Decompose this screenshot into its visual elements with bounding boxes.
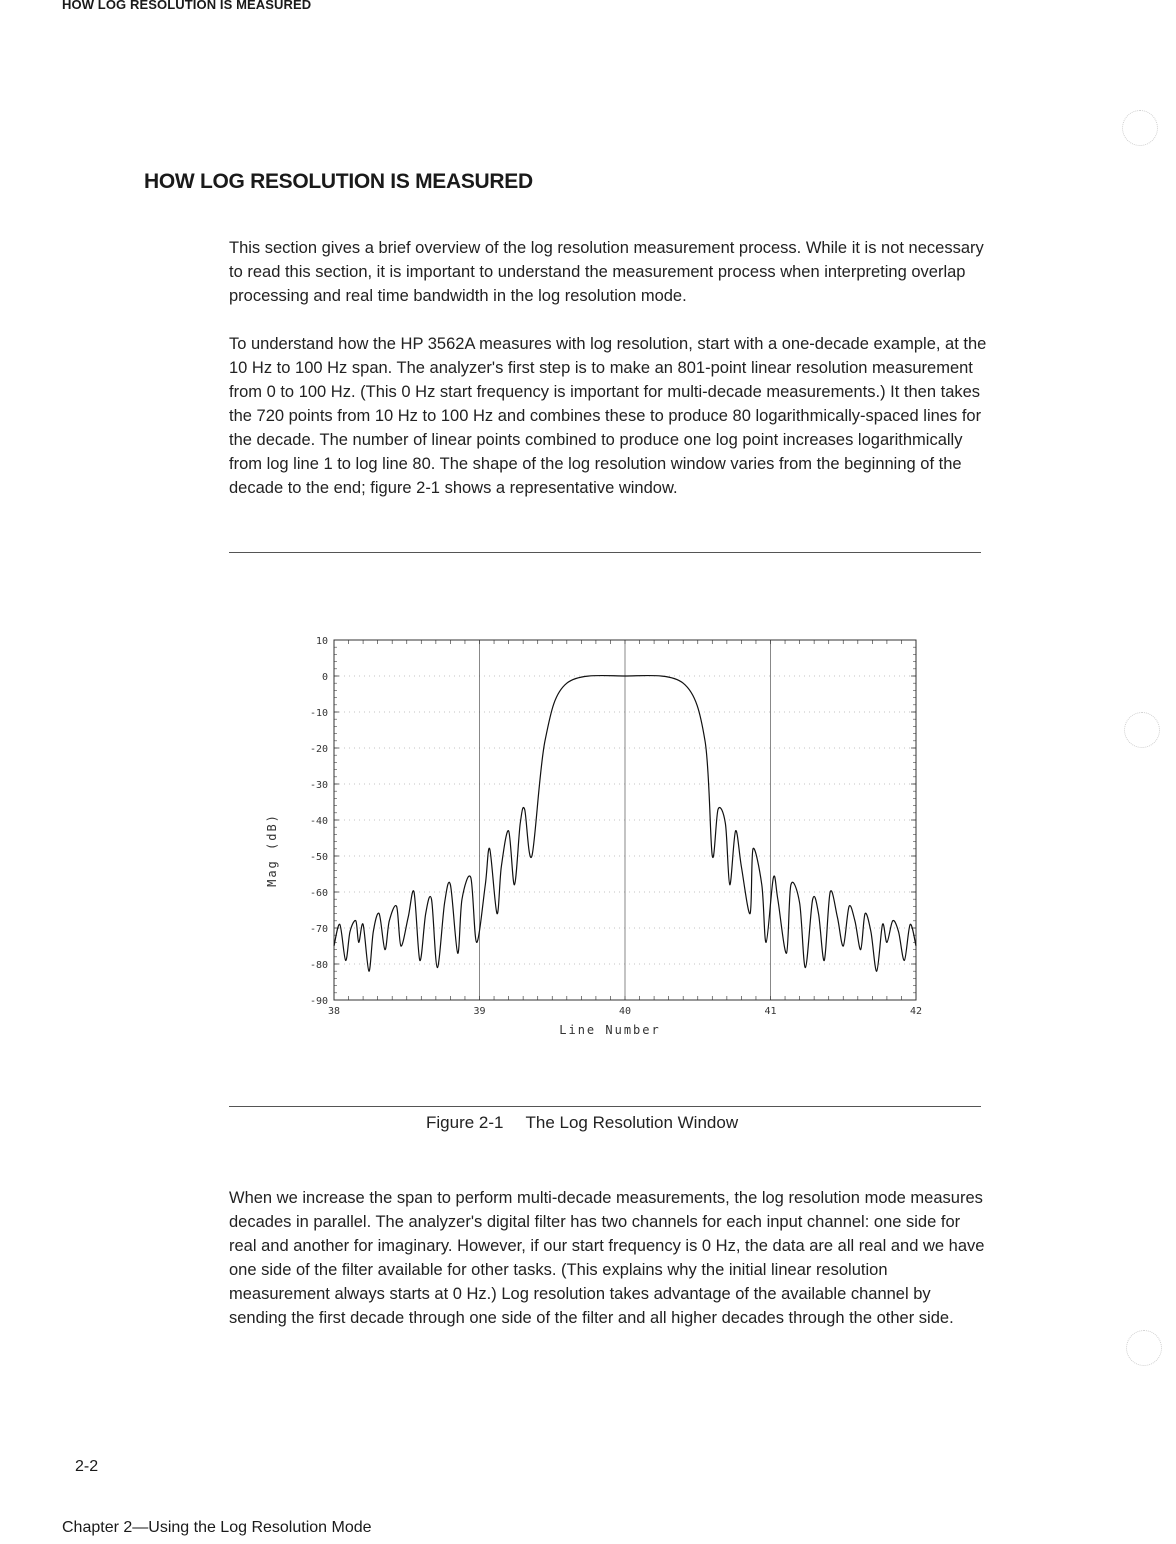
- log-resolution-window-chart: [250, 620, 950, 1050]
- intro-paragraph: This section gives a brief overview of the log resolution measurement process. While it is not necessary to read this section, it is important to understand the measurement process when interpreting overlap processing and real time bandwidth in the log resolution mode.: [229, 239, 984, 305]
- x-tick-label: 39: [473, 1006, 486, 1017]
- section-title: HOW LOG RESOLUTION IS MEASURED: [144, 170, 533, 193]
- y-tick-label: -50: [309, 852, 328, 863]
- x-tick-label: 42: [909, 1006, 923, 1017]
- x-axis-label: Line Number: [559, 1023, 661, 1037]
- chart-grid: [334, 640, 916, 1000]
- punch-hole-top: [1122, 110, 1158, 146]
- figure-top-rule: [229, 552, 981, 553]
- x-tick-label: 38: [327, 1006, 341, 1017]
- figure-caption: [426, 1113, 738, 1133]
- y-tick-labels: [310, 636, 328, 1007]
- y-tick-label: -10: [309, 708, 328, 719]
- y-tick-label: 10: [315, 636, 328, 647]
- y-tick-label: -80: [309, 960, 328, 971]
- example-paragraph: To understand how the HP 3562A measures with log resolution, start with a one-decade example, at the 10 Hz to 100 Hz span. The analyzer's first step is to make an 801-point linear resolution measurement from 0 to 100 Hz. (This 0 Hz start frequency is important for multi-decade measurements.) It then takes the 720 points from 10 Hz to 100 Hz and combines these to produce 80 logarithmically-spaced lines for the decade. The number of linear points combined to produce one log point increases logarithmically from log line 1 to log line 80. The shape of the log resolution window varies from the beginning of the decade to the end; figure 2-1 shows a representative window.: [229, 335, 987, 497]
- punch-hole-middle: [1124, 712, 1160, 748]
- y-axis-label: Mag (dB): [265, 813, 279, 887]
- y-tick-label: -30: [309, 780, 328, 791]
- punch-hole-bottom: [1126, 1330, 1162, 1366]
- y-tick-label: -90: [309, 996, 328, 1007]
- figure-title: The Log Resolution Window: [525, 1113, 739, 1132]
- y-tick-label: -60: [309, 888, 328, 899]
- x-tick-label: 41: [764, 1006, 777, 1017]
- y-tick-label: 0: [321, 672, 328, 683]
- figure-label: Figure 2-1: [426, 1113, 504, 1132]
- multi-decade-paragraph: When we increase the span to perform multi-decade measurements, the log resolution mode measures decades in parallel. The analyzer's digital filter has two channels for each input channel: one side for real and another for imaginary. However, if our start frequency is 0 Hz, the data are all real and we have one side of the filter available for other tasks. (This explains why the initial linear resolution measurement always starts at 0 Hz.) Log resolution takes advantage of the available channel by sending the first decade through one side of the filter and all higher decades through the other side.: [229, 1189, 985, 1327]
- y-tick-label: -70: [309, 924, 328, 935]
- running-head: HOW LOG RESOLUTION IS MEASURED: [62, 0, 312, 12]
- x-tick-label: 40: [618, 1006, 632, 1017]
- y-tick-label: -40: [309, 816, 328, 827]
- figure-bottom-rule: [229, 1106, 981, 1107]
- chapter-footer: Chapter 2—Using the Log Resolution Mode: [62, 1519, 372, 1536]
- page-number: 2-2: [75, 1458, 99, 1475]
- x-tick-labels: [328, 1006, 922, 1017]
- y-tick-label: -20: [309, 744, 328, 755]
